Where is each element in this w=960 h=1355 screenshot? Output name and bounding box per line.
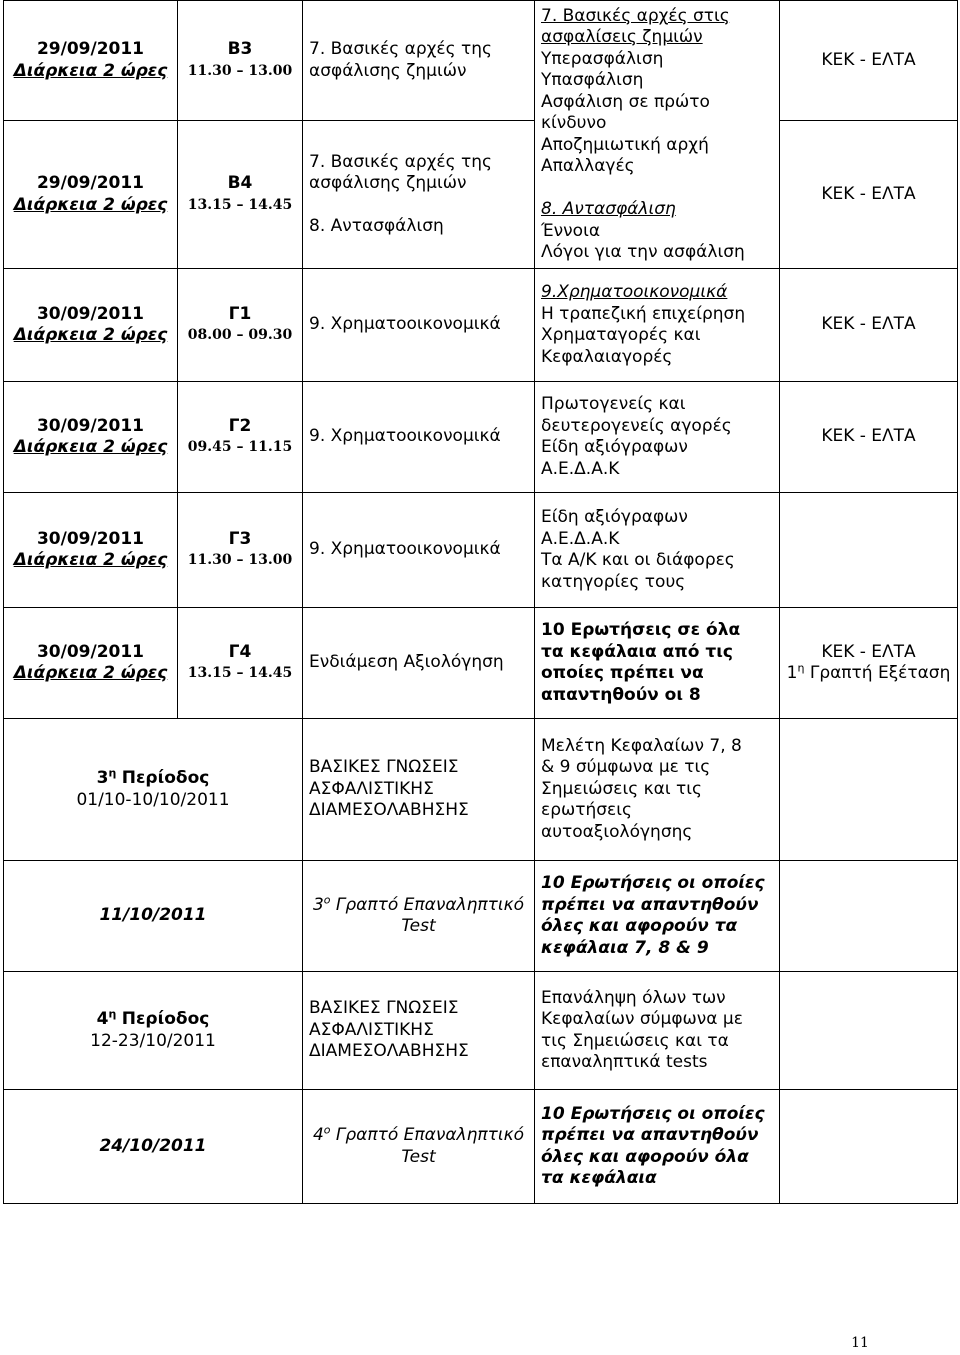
table-row (4, 861, 958, 972)
details-line: Λόγοι για την ασφάλιση (541, 242, 745, 262)
session-cell (178, 269, 303, 382)
topic-line: ΔΙΑΜΕΣΟΛΑΒΗΣΗΣ (309, 1041, 469, 1062)
test-number: 4 (312, 1125, 324, 1145)
table-row (4, 1, 958, 121)
topic-line: ΒΑΣΙΚΕΣ ΓΝΩΣΕΙΣ (309, 998, 459, 1019)
details-line: οποίες πρέπει να (541, 663, 704, 683)
details-line: 10 Ερωτήσεις οι οποίες (541, 1103, 765, 1124)
topic-line: 7. Βασικές αρχές της (309, 151, 492, 172)
session-date: 29/09/2011 (36, 173, 145, 193)
session-date: 30/09/2011 (36, 415, 145, 436)
topic-line: ασφάλισης ζημιών (309, 173, 467, 193)
session-cell (178, 493, 303, 608)
details-line: τα κεφάλαια από τις (541, 641, 733, 662)
session-time: 08.00 – 09.30 (187, 327, 293, 343)
topic-line: ΔΙΑΜΕΣΟΛΑΒΗΣΗΣ (309, 800, 469, 821)
venue-cell (780, 121, 958, 269)
date-cell (4, 493, 178, 608)
venue-cell (780, 382, 958, 493)
details-cell (535, 382, 780, 493)
session-cell (178, 382, 303, 493)
details-line: Πρωτογενείς και (541, 394, 686, 414)
session-date: 30/09/2011 (36, 528, 145, 549)
test-number: 3 (312, 894, 324, 915)
venue-cell (780, 269, 958, 382)
table-row (4, 121, 958, 269)
details-line: Αποζημιωτική αρχή (541, 134, 709, 155)
details-line: τα κεφάλαια (541, 1168, 657, 1188)
details-line: δευτερογενείς αγορές (541, 415, 732, 436)
period-number: 3 (96, 768, 109, 788)
session-cell (178, 1, 303, 121)
session-cell (178, 121, 303, 269)
details-cell (535, 1090, 780, 1204)
details-line: 10 Ερωτήσεις σε όλα (541, 620, 741, 640)
session-id: Γ4 (228, 641, 252, 662)
table-row (4, 493, 958, 608)
venue-label: ΚΕΚ - ΕΛΤΑ (821, 314, 916, 335)
details-cell (535, 972, 780, 1090)
topic-line: ασφάλισης ζημιών (309, 60, 467, 81)
session-date: 30/09/2011 (36, 303, 145, 324)
table-row (4, 972, 958, 1090)
details-line: 9.Χρηματοοικονομικά (541, 282, 728, 302)
session-time: 09.45 – 11.15 (187, 439, 293, 455)
topic-cell (303, 1, 535, 121)
details-line: 8. Αντασφάλιση (541, 199, 676, 219)
details-line: Α.Ε.Δ.Α.Κ (541, 528, 620, 549)
empty-cell (780, 972, 958, 1090)
period-word: Περίοδος (121, 768, 210, 788)
topic-cell (303, 382, 535, 493)
date-cell (4, 121, 178, 269)
details-line: απαντηθούν οι 8 (541, 684, 701, 705)
details-line: πρέπει να απαντηθούν (541, 1125, 759, 1145)
test-label: Γραπτό Επαναληπτικό (335, 894, 525, 915)
details-line: 10 Ερωτήσεις οι οποίες (541, 873, 765, 893)
details-line: 7. Βασικές αρχές στις (541, 5, 730, 26)
test-word: Test (401, 916, 436, 936)
date-cell (4, 1, 178, 121)
topic-line: 8. Αντασφάλιση (309, 216, 444, 236)
test-label: Γραπτό Επαναληπτικό (335, 1125, 525, 1145)
exam-label (786, 663, 951, 685)
venue-cell (780, 608, 958, 719)
table-row (4, 608, 958, 719)
details-cell (535, 861, 780, 972)
venue-label: ΚΕΚ - ΕΛΤΑ (821, 183, 916, 204)
period-cell (4, 719, 303, 861)
topic-line: 7. Βασικές αρχές της (309, 39, 492, 59)
session-time: 13.15 – 14.45 (187, 196, 293, 213)
topic-line: 9. Χρηματοοικονομικά (309, 539, 501, 560)
details-line: Κεφαλαίων σύμφωνα με (541, 1009, 743, 1029)
test-title (309, 1125, 528, 1147)
period-cell (4, 972, 303, 1090)
details-line: Είδη αξιόγραφων (541, 437, 688, 457)
topic-cell (303, 972, 535, 1090)
venue-cell (780, 1, 958, 121)
details-line: όλες και αφορούν τα (541, 916, 738, 936)
details-line: όλες και αφορούν όλα (541, 1146, 749, 1167)
session-id: Γ1 (228, 303, 252, 324)
table-row (4, 719, 958, 861)
test-title-cell (303, 1090, 535, 1204)
period-range: 12-23/10/2011 (90, 1030, 216, 1051)
topic-cell (303, 269, 535, 382)
topic-line: Ενδιάμεση Αξιολόγηση (309, 652, 504, 673)
test-date: 24/10/2011 (99, 1135, 207, 1156)
date-cell (4, 269, 178, 382)
details-line: κατηγορίες τους (541, 571, 686, 592)
period-title (10, 768, 296, 790)
session-id: Γ3 (228, 528, 252, 549)
session-id: Γ2 (228, 415, 252, 436)
details-line: Επανάληψη όλων των (541, 987, 726, 1008)
period-word: Περίοδος (121, 1009, 210, 1029)
topic-line: ΑΣΦΑΛΙΣΤΙΚΗΣ (309, 778, 434, 799)
venue-label: ΚΕΚ - ΕΛΤΑ (821, 49, 916, 70)
details-line: Υπασφάλιση (541, 70, 644, 90)
test-date-cell (4, 1090, 303, 1204)
topic-cell (303, 121, 535, 269)
test-date-cell (4, 861, 303, 972)
period-ordinal: η (108, 1007, 117, 1021)
table-row (4, 382, 958, 493)
session-id: Β3 (227, 39, 253, 59)
session-duration: Διάρκεια 2 ώρες (13, 325, 168, 345)
details-line: ερωτήσεις (541, 800, 632, 821)
details-line: & 9 σύμφωνα με τις (541, 757, 711, 778)
details-line: Τα Α/Κ και οι διάφορες (541, 550, 735, 570)
details-line: αυτοαξιολόγησης (541, 821, 693, 842)
details-line: Υπερασφάλιση (541, 48, 664, 69)
details-line: κίνδυνο (541, 113, 607, 133)
details-line: πρέπει να απαντηθούν (541, 894, 759, 915)
details-line: Ασφάλιση σε πρώτο (541, 91, 710, 112)
details-line: Απαλλαγές (541, 156, 635, 176)
date-cell (4, 382, 178, 493)
date-cell (4, 608, 178, 719)
session-cell (178, 608, 303, 719)
details-cell (535, 719, 780, 861)
details-line: Μελέτη Κεφαλαίων 7, 8 (541, 735, 742, 756)
empty-cell (780, 1090, 958, 1204)
period-title (10, 1009, 296, 1031)
session-duration: Διάρκεια 2 ώρες (13, 550, 168, 570)
period-number: 4 (96, 1009, 109, 1029)
session-duration: Διάρκεια 2 ώρες (13, 194, 168, 215)
empty-cell (780, 719, 958, 861)
test-title (309, 892, 528, 917)
details-line: Έννοια (541, 220, 601, 241)
session-duration: Διάρκεια 2 ώρες (13, 663, 168, 683)
exam-number: 1 (786, 663, 798, 683)
exam-text: Γραπτή Εξέταση (809, 663, 951, 683)
empty-cell (780, 861, 958, 972)
venue-label: ΚΕΚ - ΕΛΤΑ (821, 641, 916, 662)
details-line: επαναληπτικά tests (541, 1052, 708, 1072)
venue-cell (780, 493, 958, 608)
session-date: 29/09/2011 (36, 39, 145, 59)
schedule-table (3, 0, 958, 1204)
test-date: 11/10/2011 (99, 905, 207, 926)
period-range: 01/10-10/10/2011 (76, 789, 230, 810)
page-number: 11 (851, 1335, 869, 1351)
topic-cell (303, 608, 535, 719)
details-cell (535, 1, 780, 269)
session-duration: Διάρκεια 2 ώρες (13, 437, 168, 457)
test-title-cell (303, 861, 535, 972)
topic-line: ΒΑΣΙΚΕΣ ΓΝΩΣΕΙΣ (309, 757, 459, 778)
table-row (4, 269, 958, 382)
test-word: Test (401, 1146, 436, 1167)
details-cell (535, 493, 780, 608)
table-row (4, 1090, 958, 1204)
test-ordinal: ο (323, 1123, 331, 1137)
details-line: τις Σημειώσεις και τα (541, 1030, 729, 1051)
session-duration: Διάρκεια 2 ώρες (13, 60, 168, 81)
topic-line: 9. Χρηματοοικονομικά (309, 426, 501, 447)
session-time: 11.30 – 13.00 (187, 552, 293, 568)
details-line: κεφάλαια 7, 8 & 9 (541, 937, 709, 958)
test-ordinal: ο (323, 892, 331, 906)
topic-line: 9. Χρηματοοικονομικά (309, 314, 501, 335)
details-cell (535, 269, 780, 382)
exam-ordinal: η (797, 661, 805, 675)
topic-cell (303, 719, 535, 861)
session-time: 11.30 – 13.00 (187, 62, 293, 79)
details-line: Α.Ε.Δ.Α.Κ (541, 458, 620, 479)
details-line: Κεφαλαιαγορές (541, 346, 673, 367)
session-time: 13.15 – 14.45 (187, 665, 293, 681)
details-line: Χρηματαγορές και (541, 325, 701, 345)
venue-label: ΚΕΚ - ΕΛΤΑ (821, 426, 916, 447)
details-line: Είδη αξιόγραφων (541, 507, 688, 527)
topic-line: ΑΣΦΑΛΙΣΤΙΚΗΣ (309, 1019, 434, 1040)
details-cell (535, 608, 780, 719)
details-line: ασφαλίσεις ζημιών (541, 27, 703, 47)
session-id: Β4 (227, 173, 253, 193)
period-ordinal: η (108, 766, 117, 780)
details-line: Σημειώσεις και τις (541, 778, 702, 799)
topic-cell (303, 493, 535, 608)
session-date: 30/09/2011 (36, 641, 145, 662)
details-line: Η τραπεζική επιχείρηση (541, 303, 746, 324)
